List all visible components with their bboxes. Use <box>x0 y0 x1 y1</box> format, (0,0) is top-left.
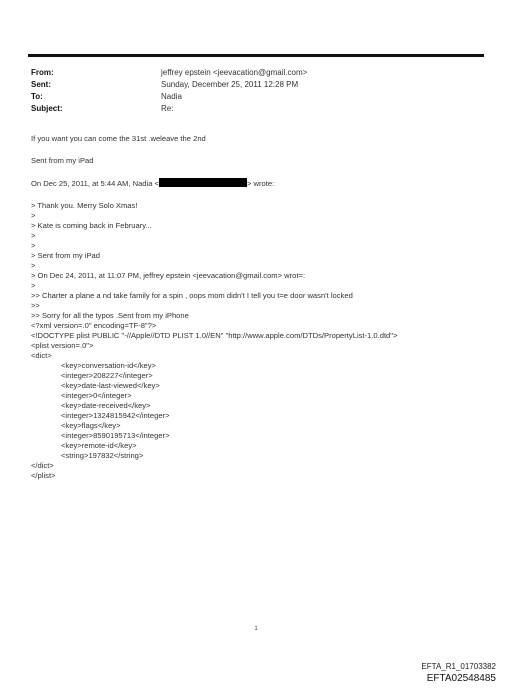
quote-header <box>31 178 481 189</box>
from-label: From: <box>31 68 54 77</box>
email-body <box>31 134 481 481</box>
body-line: If you want you can come the 31st .weleave the 2nd <box>31 134 206 143</box>
quote-line: > Sent from my iPad <box>31 251 101 260</box>
to-label: To: <box>31 92 43 101</box>
xml-line: </dict> <box>31 461 54 470</box>
dict-line: <key>flags</key> <box>61 421 121 430</box>
subject-value: Re: <box>161 104 174 113</box>
from-value: jeffrey epstein <jeevacation@gmail.com> <box>161 68 308 77</box>
quote-line: >> Sorry for all the typos .Sent from my iPhone <box>31 311 189 320</box>
bates-number-1: EFTA_R1_01703382 <box>421 662 496 671</box>
redaction-bar <box>159 178 247 187</box>
sent-label: Sent: <box>31 80 51 89</box>
bates-number-2: EFTA02548485 <box>426 673 496 684</box>
header-rule <box>28 54 484 57</box>
dict-line: <key>remote-id</key> <box>61 441 137 450</box>
quote-line: > <box>31 231 36 240</box>
quote-line: > On Dec 24, 2011, at 11:07 PM, jeffrey epstein <jeevacation@gmail.com> wrot=: <box>31 271 306 280</box>
dict-line: <key>conversation-id</key> <box>61 361 156 370</box>
quote-line: >> <box>31 301 40 310</box>
quote-header-prefix: On Dec 25, 2011, at 5:44 AM, Nadia < <box>31 179 159 188</box>
dict-line: <string>197832</string> <box>61 451 144 460</box>
xml-line: <!DOCTYPE plist PUBLIC "-//Apple//DTD PLIST 1.0//EN" "http://www.apple.com/DTDs/PropertyList-1.0.dtd"> <box>31 331 398 340</box>
to-value: Nadia <box>161 92 182 101</box>
quote-line: > <box>31 241 36 250</box>
subject-label: Subject: <box>31 104 63 113</box>
sent-value: Sunday, December 25, 2011 12:28 PM <box>161 80 299 89</box>
body-line: Sent from my iPad <box>31 156 94 165</box>
quote-line: > <box>31 281 36 290</box>
quote-header-suffix: > wrote: <box>246 179 275 188</box>
dict-line: <key>date-received</key> <box>61 401 151 410</box>
dict-line: <key>date-last-viewed</key> <box>61 381 160 390</box>
quote-line: >> Charter a plane a nd take family for a spin , oops mom didn't I tell you t=e door wasn't locked <box>31 291 353 300</box>
quote-line: > <box>31 261 36 270</box>
quote-line: > <box>31 211 36 220</box>
quote-line: > Thank you. Merry Solo Xmas! <box>31 201 138 210</box>
xml-line: <plist version=.0"> <box>31 341 94 350</box>
dict-line: <integer>8590195713</integer> <box>61 431 170 440</box>
dict-line: <integer>1324815942</integer> <box>61 411 170 420</box>
page-number: 1 <box>254 626 258 632</box>
dict-line: <integer>208227</integer> <box>61 371 153 380</box>
xml-line: </plist> <box>31 471 56 480</box>
xml-line: <?xml version=.0" encoding=TF-8"?> <box>31 321 157 330</box>
xml-line: <dict> <box>31 351 52 360</box>
quote-line: > Kate is coming back in February... <box>31 221 152 230</box>
dict-line: <integer>0</integer> <box>61 391 132 400</box>
